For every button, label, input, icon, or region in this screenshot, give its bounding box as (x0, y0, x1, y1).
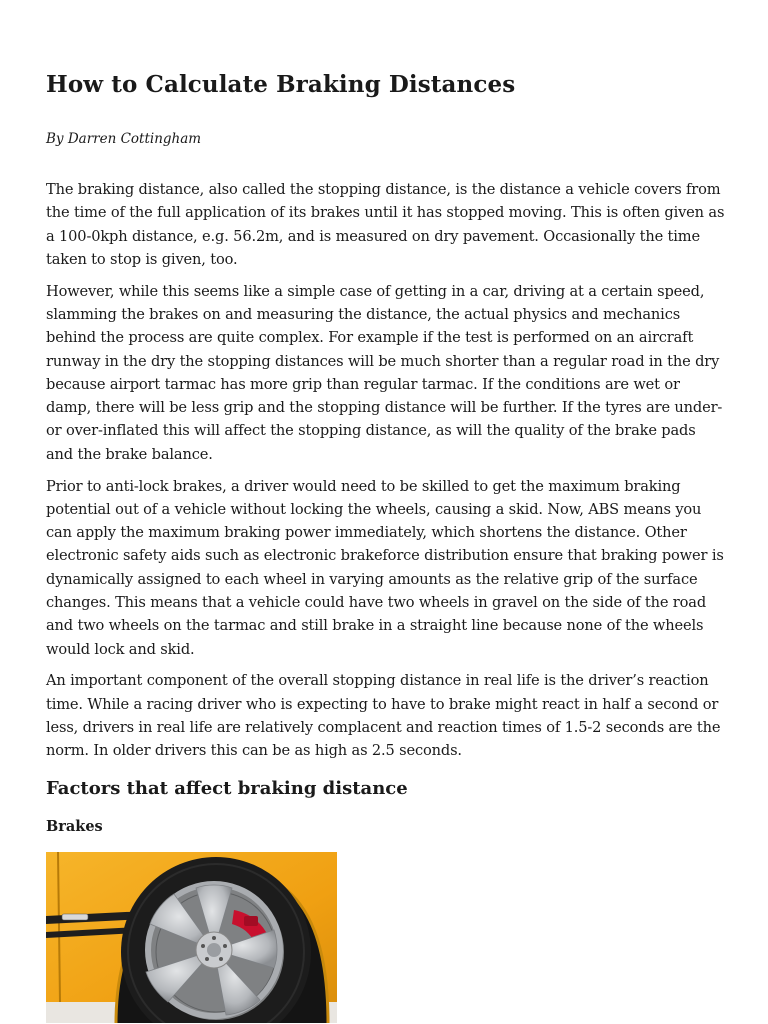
paragraph: Prior to anti-lock brakes, a driver would need to be skilled to get the maximum braking potential out of a vehicle without locking the wheels, causing a skid. Now, ABS means you can apply the maximum braking power immediately, which shortens the distance. Other electronic safety aids such as electronic brakeforce distribution ensure that braking power is dynamically assigned to each wheel in varying amounts as the relative grip of the surface changes. This means that a vehicle could have two wheels in gravel on the side of the road and two wheels on the tarmac and still brake in a straight line because none of the wheels would lock and skid. (46, 477, 724, 658)
article (46, 66, 726, 1023)
article-body (46, 178, 726, 763)
paragraph: However, while this seems like a simple case of getting in a car, driving at a certain speed, slamming the brakes on and measuring the distance, the actual physics and mechanics behind the process are quite complex. For example if the test is performed on an aircraft runway in the dry the stopping distances will be much shorter than a regular road in the dry because airport tarmac has more grip than regular tarmac. If the conditions are wet or damp, there will be less grip and the stopping distance will be further. If the tyres are under- or over-inflated this will affect the stopping distance, as will the quality of the brake pads and the brake balance. (46, 282, 723, 463)
article-title: How to Calculate Braking Distances (46, 71, 516, 98)
subsection-heading: Brakes (46, 817, 103, 835)
brake-wheel-photo (46, 852, 337, 1023)
byline: By Darren Cottingham (46, 131, 202, 147)
paragraph: An important component of the overall stopping distance in real life is the driver’s reaction time. While a racing driver who is expecting to have to brake might react in half a second or less, drivers in real life are relatively complacent and reaction times of 1.5-2 seconds are the norm. In older drivers this can be as high as 2.5 seconds. (46, 672, 721, 760)
section-heading: Factors that affect braking distance (46, 777, 408, 799)
paragraph: The braking distance, also called the stopping distance, is the distance a vehicle covers from the time of the full application of its brakes until it has stopped moving. This is often given as a 100-0kph distance, e.g. 56.2m, and is measured on dry pavement. Occasionally the time taken to stop is given, too. (46, 181, 725, 268)
